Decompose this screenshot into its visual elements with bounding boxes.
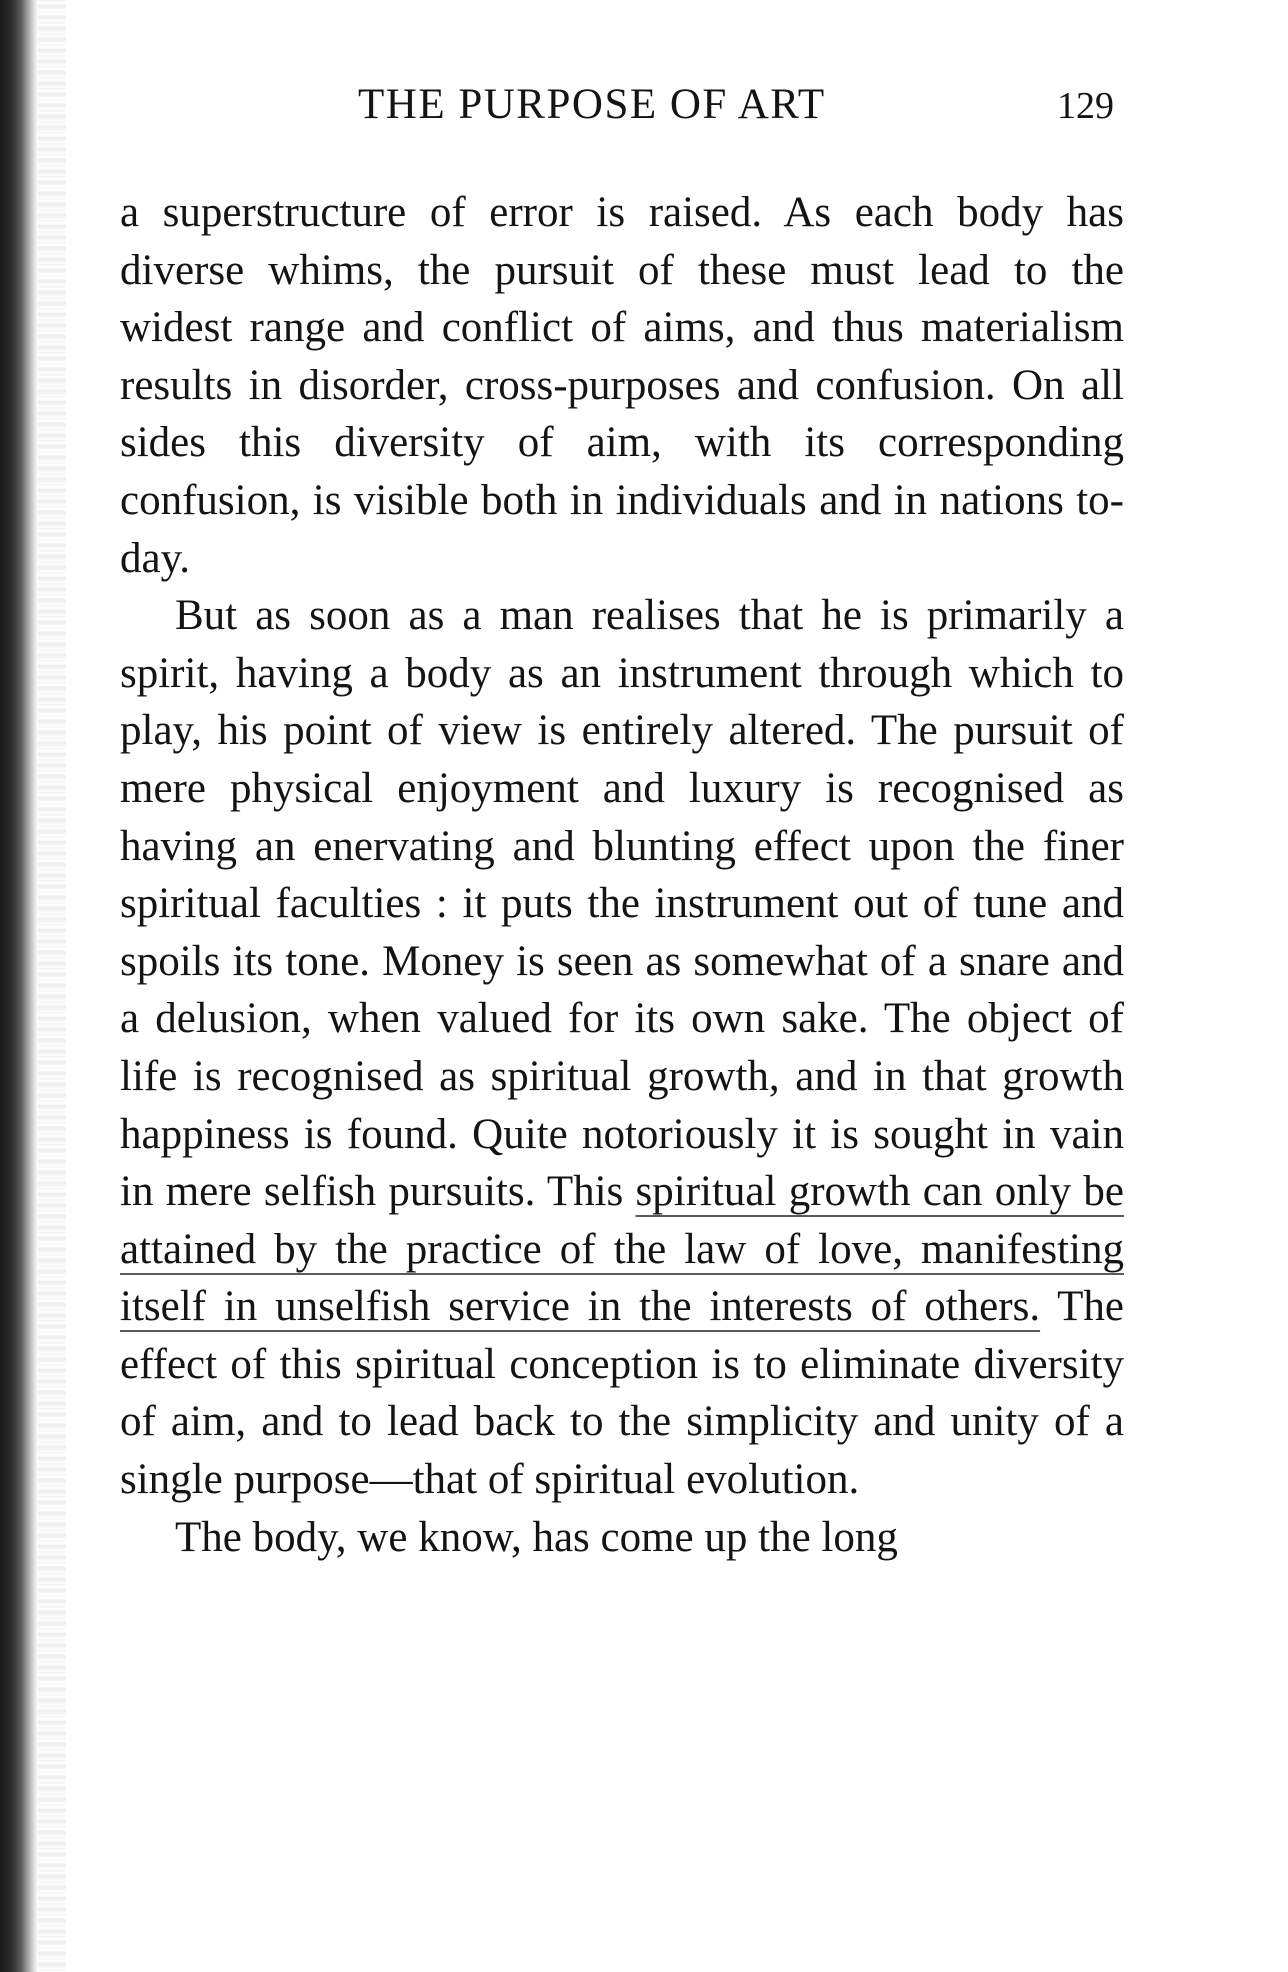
page-number: 129	[1057, 85, 1114, 127]
paragraph-1-text: a superstructure of error is raised. As each body has diverse whims, the pursuit of these must lead to the widest range and conflict of aims, and thus materialism results in disorder, cross-purposes and confusion. On all sides this diversity of aim, with its corresponding confusion, is visible both in individuals and in nations to-day.	[120, 189, 1124, 582]
paragraph-3	[120, 1509, 1124, 1567]
paragraph-2	[120, 587, 1124, 1509]
paragraph-1	[120, 184, 1124, 587]
book-spine-shadow	[0, 0, 38, 1972]
page-header	[0, 80, 1288, 132]
paragraph-2-text-start: But as soon as a man realises that he is primarily a spirit, having a body as an instrument through which to play, his point of view is entirely altered. The pursuit of mere physical enjoyment and luxury is recognised as having an enervating and blunting effect upon the finer spiritual faculties : it puts the instrument out of tune and spoils its tone. Money is seen as somewhat of a snare and a delusion, when valued for its own sake. The object of life is recognised as spiritual growth, and in that growth happiness is found. Quite notoriously it is sought in vain in mere selfish pursuits. This	[120, 592, 1124, 1216]
body-text	[120, 184, 1124, 1566]
running-title: THE PURPOSE OF ART	[358, 81, 826, 128]
gutter-speckle	[38, 0, 66, 1972]
paragraph-2-text-end: The effect of this spiritual conception is to eliminate diversity of aim, and to lead back to the simplicity and unity of a single purpose—that of spiritual evolution.	[120, 1283, 1124, 1504]
underlined-passage: spiritual growth can only be attained by the practice of the law of love, manifesting itself in unselfish service in the interests of others.	[120, 1168, 1124, 1331]
paragraph-3-text: The body, we know, has come up the long	[175, 1513, 898, 1561]
